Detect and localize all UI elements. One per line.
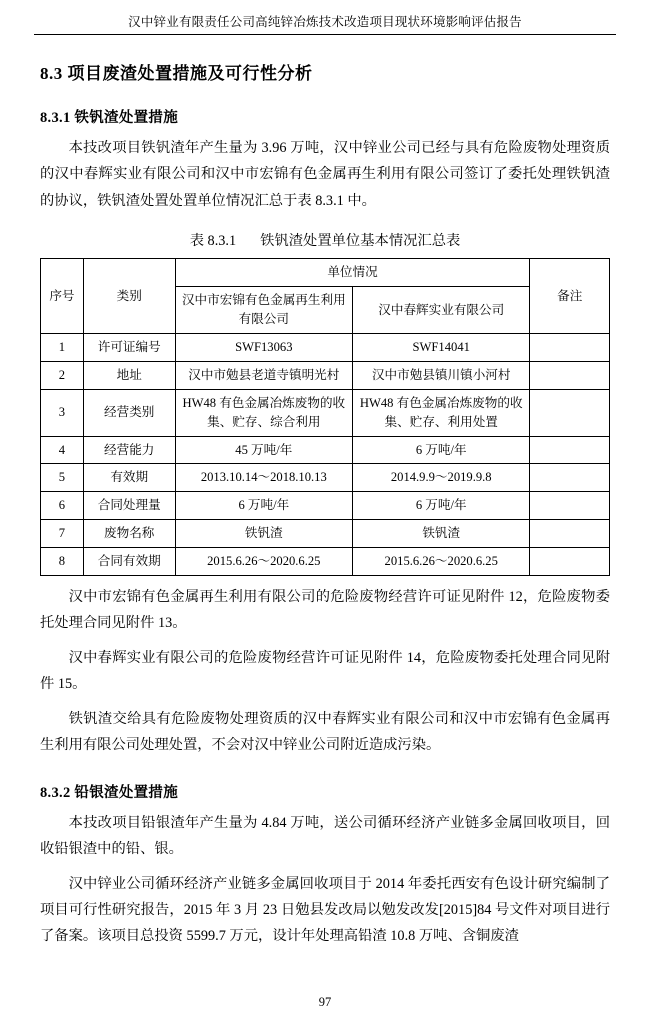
cell-no: 4 (41, 436, 84, 464)
table-row (41, 548, 610, 576)
table-row (41, 389, 610, 436)
table-caption-title: 铁钒渣处置单位基本情况汇总表 (260, 233, 461, 250)
page-number: 97 (318, 995, 332, 1009)
cell-unit2: HW48 有色金属冶炼废物的收集、贮存、利用处置 (353, 389, 530, 436)
disposal-units-table (40, 258, 610, 576)
cell-type: 地址 (83, 361, 175, 389)
cell-no: 8 (41, 548, 84, 576)
cell-unit1: 45 万吨/年 (175, 436, 352, 464)
cell-unit2: 6 万吨/年 (353, 436, 530, 464)
cell-type: 废物名称 (83, 520, 175, 548)
cell-note (530, 361, 610, 389)
table-row (41, 520, 610, 548)
table-row (41, 464, 610, 492)
paragraph-after-table-1: 汉中市宏锦有色金属再生利用有限公司的危险废物经营许可证见附件 12，危险废物委托处理合同见附件 13。 (40, 589, 610, 632)
table-row (41, 361, 610, 389)
subsection-heading-832: 8.3.2 铅银渣处置措施 (40, 784, 179, 801)
cell-unit1: 汉中市勉县老道寺镇明光村 (175, 361, 352, 389)
cell-no: 3 (41, 389, 84, 436)
cell-note (530, 389, 610, 436)
cell-note (530, 492, 610, 520)
cell-type: 合同有效期 (83, 548, 175, 576)
cell-note (530, 464, 610, 492)
cell-note (530, 333, 610, 361)
cell-type: 经营能力 (83, 436, 175, 464)
header-cell-group: 单位情况 (175, 259, 530, 287)
paragraph-832-2: 汉中锌业公司循环经济产业链多金属回收项目于 2014 年委托西安有色设计研究编制了项目可行性研究报告，2015 年 3 月 23 日勉县发改局以勉发改发[2015]84 号文件对项目进行了备案。该项目总投资 5599.7 万元，设计年处理高铅渣 10.8 万吨、含铜废渣 (40, 875, 610, 945)
section-heading: 8.3 项目废渣处置措施及可行性分析 (40, 64, 313, 83)
paragraph-832-1: 本技改项目铅银渣年产生量为 4.84 万吨，送公司循环经济产业链多金属回收项目，回收铅银渣中的铅、银。 (40, 814, 610, 858)
cell-no: 6 (41, 492, 84, 520)
cell-no: 5 (41, 464, 84, 492)
table-header-row-1 (41, 259, 610, 287)
header-cell-no: 序号 (41, 259, 84, 334)
table-caption-number: 表 8.3.1 (189, 233, 237, 250)
cell-unit1: SWF13063 (175, 333, 352, 361)
header-cell-unit1: 汉中市宏锦有色金属再生利用有限公司 (175, 287, 352, 334)
cell-unit2: 铁钒渣 (353, 520, 530, 548)
header-divider (34, 34, 616, 35)
cell-note (530, 520, 610, 548)
cell-unit1: HW48 有色金属冶炼废物的收集、贮存、综合利用 (175, 389, 352, 436)
table-row (41, 436, 610, 464)
cell-no: 2 (41, 361, 84, 389)
cell-no: 7 (41, 520, 84, 548)
table-row (41, 492, 610, 520)
cell-type: 合同处理量 (83, 492, 175, 520)
header-cell-type: 类别 (83, 259, 175, 334)
cell-unit1: 6 万吨/年 (175, 492, 352, 520)
page-header: 汉中锌业有限责任公司高纯锌冶炼技术改造项目现状环境影响评估报告 (128, 15, 522, 29)
subsection-heading-831: 8.3.1 铁钒渣处置措施 (40, 110, 179, 126)
cell-note (530, 548, 610, 576)
cell-unit2: 2015.6.26～2020.6.25 (353, 548, 530, 576)
paragraph-after-table-3: 铁钒渣交给具有危险废物处理资质的汉中春辉实业有限公司和汉中市宏锦有色金属再生利用有限公司处理处置，不会对汉中锌业公司附近造成污染。 (40, 710, 610, 754)
cell-unit1: 2013.10.14～2018.10.13 (175, 464, 352, 492)
cell-unit2: 6 万吨/年 (353, 492, 530, 520)
cell-type: 有效期 (83, 464, 175, 492)
cell-unit2: SWF14041 (353, 333, 530, 361)
cell-unit1: 铁钒渣 (175, 520, 352, 548)
cell-unit2: 2014.9.9～2019.9.8 (353, 464, 530, 492)
cell-type: 许可证编号 (83, 333, 175, 361)
cell-no: 1 (41, 333, 84, 361)
header-cell-note: 备注 (530, 259, 610, 334)
cell-note (530, 436, 610, 464)
table-row (41, 333, 610, 361)
table-caption (40, 230, 610, 250)
cell-unit2: 汉中市勉县镇川镇小河村 (353, 361, 530, 389)
cell-unit1: 2015.6.26～2020.6.25 (175, 548, 352, 576)
paragraph-831-1: 本技改项目铁钒渣年产生量为 3.96 万吨，汉中锌业公司已经与具有危险废物处理资质的汉中春辉实业有限公司和汉中市宏锦有色金属再生利用有限公司签订了委托处理铁钒渣的协议，铁钒渣处置处置单位情况汇总于表 8.3.1 中。 (40, 140, 610, 209)
header-cell-unit2: 汉中春辉实业有限公司 (353, 287, 530, 334)
paragraph-after-table-2: 汉中春辉实业有限公司的危险废物经营许可证见附件 14，危险废物委托处理合同见附件 15。 (40, 649, 610, 693)
cell-type: 经营类别 (83, 389, 175, 436)
